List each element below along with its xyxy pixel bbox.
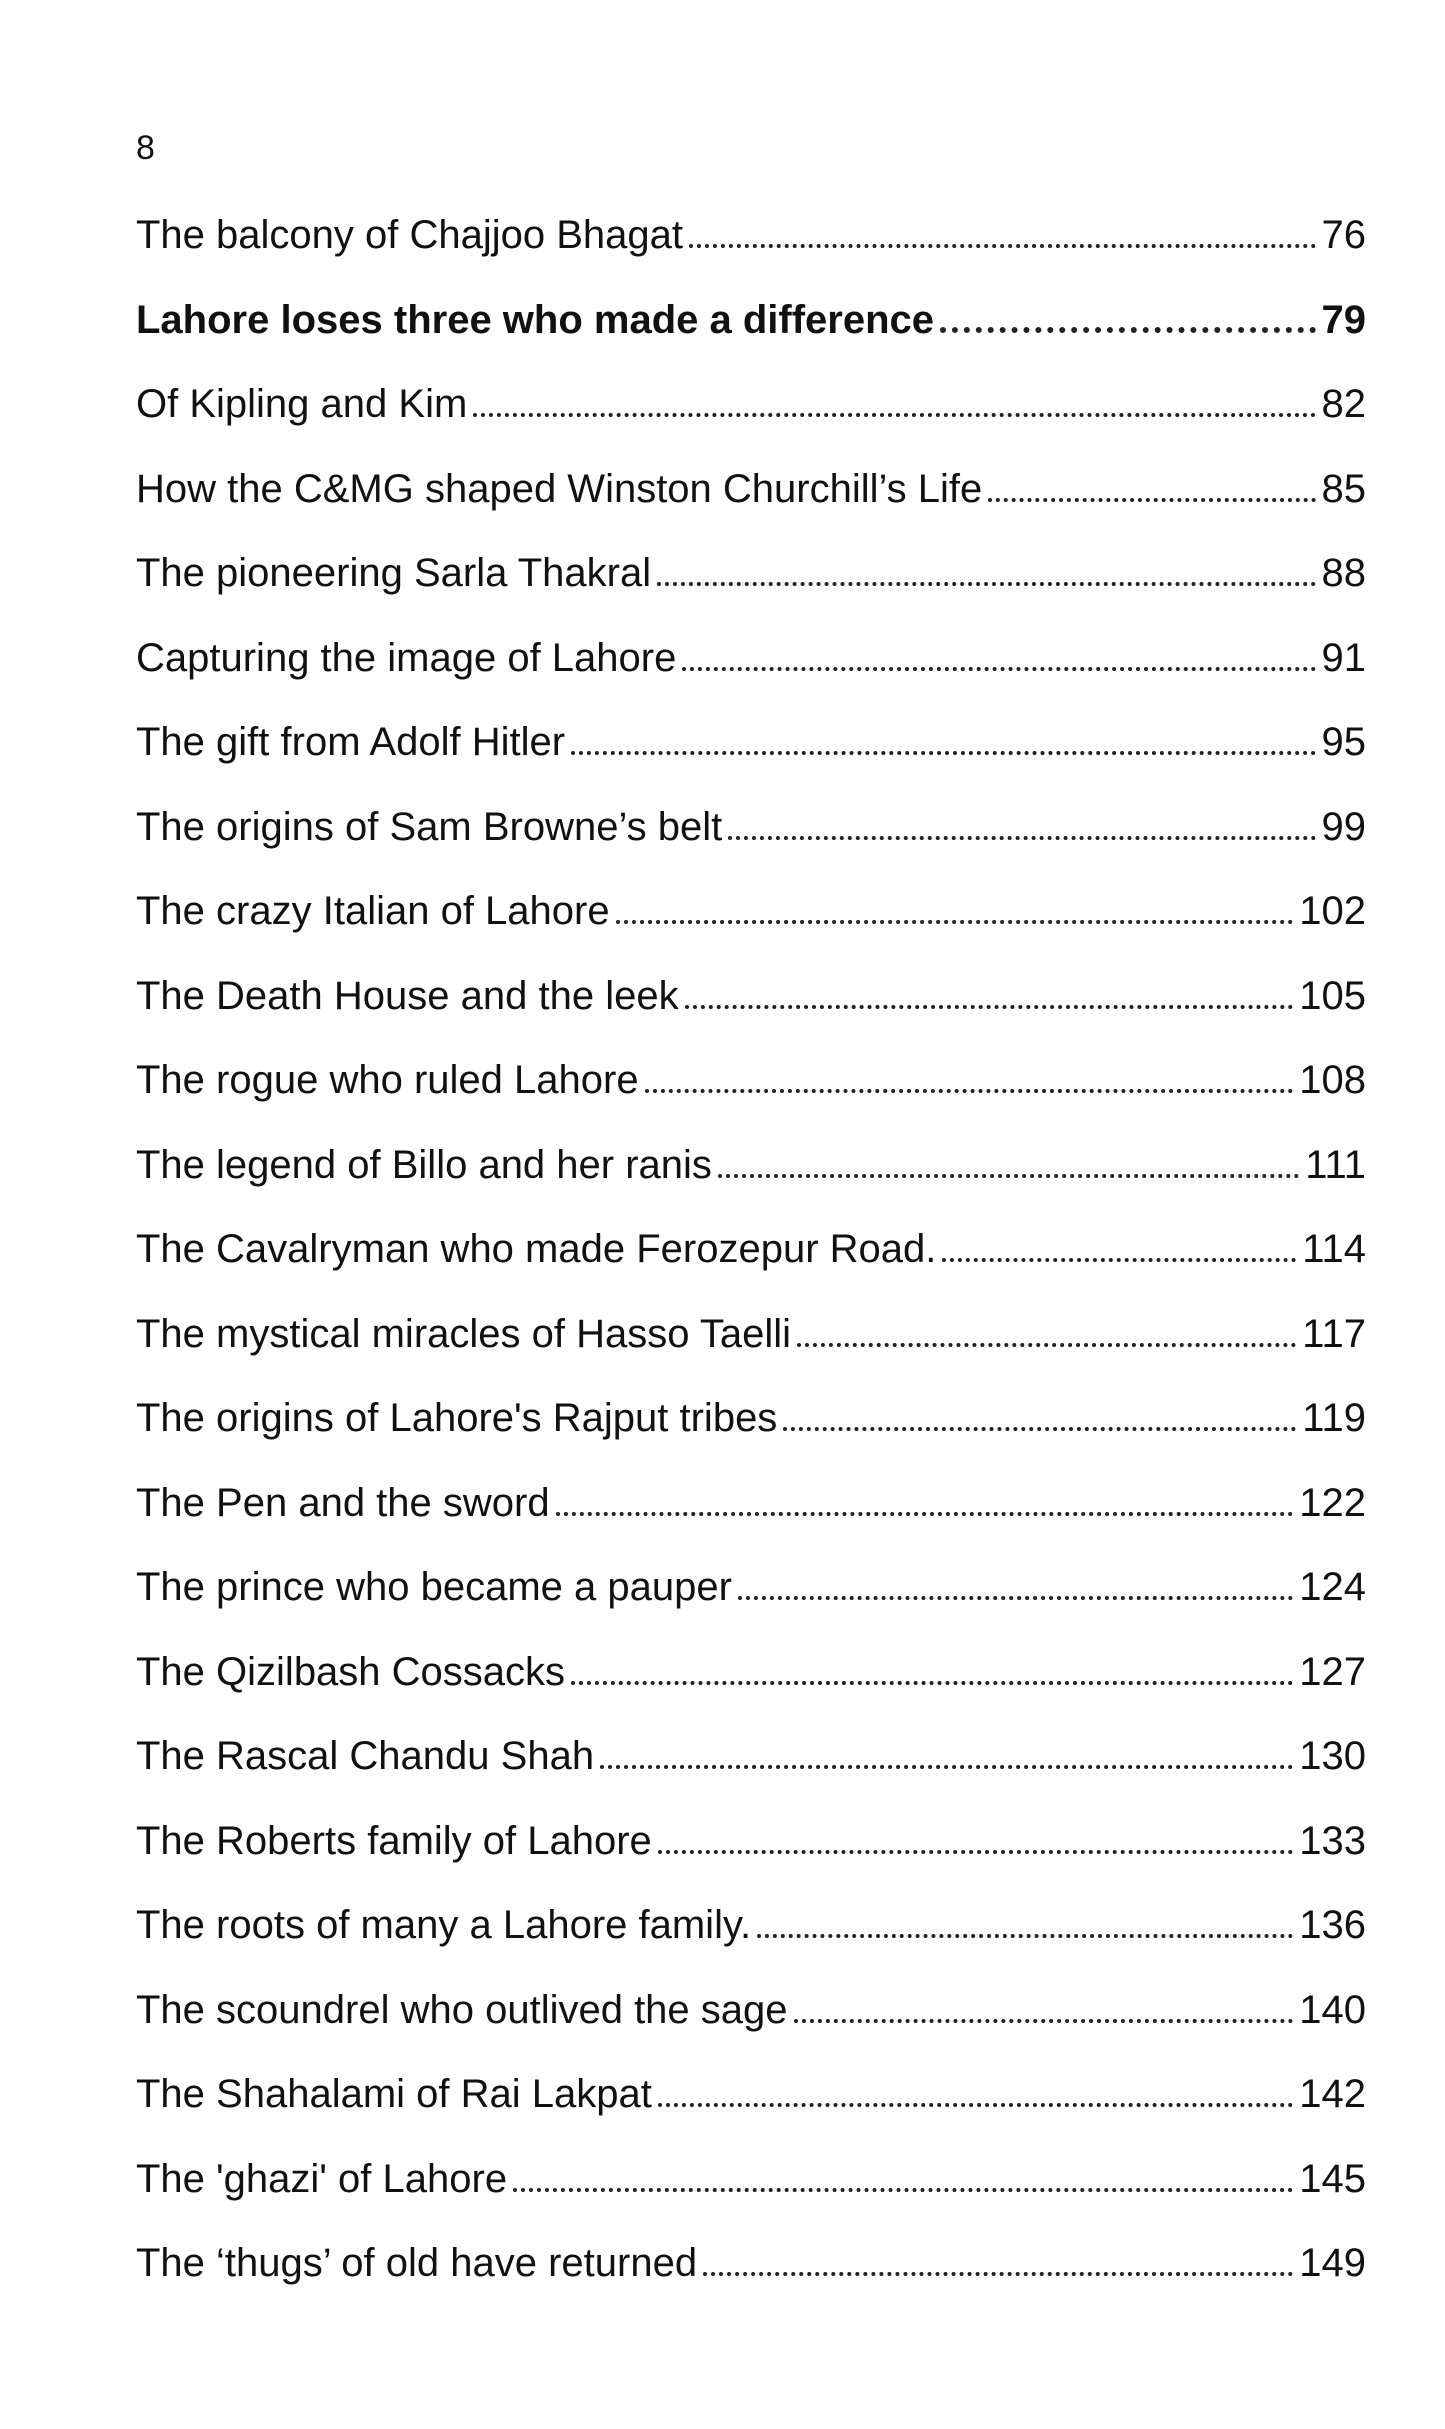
toc-entry-page: 76 bbox=[1321, 213, 1366, 257]
toc-entry bbox=[136, 1562, 1366, 1647]
toc-entry-title: The legend of Billo and her ranis bbox=[136, 1142, 712, 1187]
dot-leader bbox=[703, 2272, 1293, 2276]
toc-entry-page: 140 bbox=[1299, 1987, 1366, 2032]
toc-entry bbox=[136, 295, 1366, 380]
toc-entry bbox=[136, 2154, 1366, 2239]
toc-entry bbox=[136, 2069, 1366, 2154]
toc-entry bbox=[136, 1647, 1366, 1732]
toc-entry-title: The pioneering Sarla Thakral bbox=[136, 551, 652, 595]
toc-entry-page: 95 bbox=[1321, 720, 1366, 764]
toc-entry-page: 82 bbox=[1321, 382, 1366, 426]
toc-entry bbox=[136, 1985, 1366, 2070]
toc-entry-title: The Shahalami of Rai Lakpat bbox=[136, 2072, 652, 2116]
toc-entry-page: 102 bbox=[1299, 889, 1366, 933]
dot-leader bbox=[682, 667, 1315, 671]
dot-leader bbox=[513, 2188, 1293, 2192]
toc-entry-page: 91 bbox=[1321, 635, 1366, 680]
toc-entry-title: The Death House and the leek bbox=[136, 973, 679, 1018]
table-of-contents bbox=[136, 210, 1366, 2323]
dot-leader bbox=[757, 1934, 1293, 1938]
dot-leader bbox=[718, 1174, 1299, 1178]
dot-leader bbox=[783, 1427, 1296, 1431]
toc-entry-page: 130 bbox=[1299, 1734, 1366, 1778]
toc-entry-page: 79 bbox=[1321, 297, 1366, 342]
toc-entry bbox=[136, 1478, 1366, 1563]
dot-leader bbox=[600, 1765, 1293, 1769]
toc-entry-title: The Pen and the sword bbox=[136, 1480, 550, 1525]
toc-entry bbox=[136, 210, 1366, 295]
toc-entry-page: 136 bbox=[1299, 1903, 1366, 1947]
toc-entry bbox=[136, 1393, 1366, 1478]
toc-entry-page: 145 bbox=[1299, 2156, 1366, 2201]
toc-entry bbox=[136, 1900, 1366, 1985]
toc-entry bbox=[136, 1055, 1366, 1140]
toc-entry bbox=[136, 1224, 1366, 1309]
toc-entry-title: Of Kipling and Kim bbox=[136, 382, 468, 426]
toc-entry-title: The scoundrel who outlived the sage bbox=[136, 1987, 788, 2032]
dot-leader bbox=[556, 1512, 1294, 1516]
dot-leader bbox=[657, 582, 1315, 586]
dot-leader bbox=[473, 413, 1315, 417]
toc-entry-title: The balcony of Chajjoo Bhagat bbox=[136, 213, 684, 257]
dot-leader bbox=[571, 751, 1315, 755]
dot-leader bbox=[685, 1005, 1294, 1009]
toc-entry-title: The Rascal Chandu Shah bbox=[136, 1734, 595, 1778]
dot-leader bbox=[689, 244, 1315, 248]
dot-leader bbox=[942, 1258, 1296, 1262]
toc-entry-title: The mystical miracles of Hasso Taelli bbox=[136, 1311, 792, 1356]
toc-entry bbox=[136, 971, 1366, 1056]
dot-leader bbox=[988, 498, 1315, 502]
toc-entry-page: 114 bbox=[1302, 1227, 1366, 1271]
toc-entry-page: 127 bbox=[1299, 1649, 1366, 1694]
dot-leader bbox=[738, 1596, 1293, 1600]
toc-entry bbox=[136, 1309, 1366, 1394]
toc-entry bbox=[136, 802, 1366, 887]
toc-entry-page: 85 bbox=[1321, 466, 1366, 511]
dot-leader bbox=[794, 2019, 1294, 2023]
toc-entry-page: 111 bbox=[1305, 1142, 1366, 1187]
toc-entry-title: Capturing the image of Lahore bbox=[136, 635, 677, 680]
toc-entry bbox=[136, 464, 1366, 549]
toc-entry-title: The 'ghazi' of Lahore bbox=[136, 2156, 508, 2201]
toc-entry-title: The Qizilbash Cossacks bbox=[136, 1649, 566, 1694]
toc-entry-title: Lahore loses three who made a difference bbox=[136, 297, 935, 342]
toc-entry bbox=[136, 379, 1366, 464]
toc-entry bbox=[136, 2238, 1366, 2323]
toc-entry-page: 99 bbox=[1321, 804, 1366, 849]
page-number: 8 bbox=[136, 129, 155, 167]
toc-entry-title: The rogue who ruled Lahore bbox=[136, 1058, 639, 1102]
toc-entry-title: The prince who became a pauper bbox=[136, 1565, 732, 1609]
toc-entry-title: The crazy Italian of Lahore bbox=[136, 889, 610, 933]
toc-entry bbox=[136, 1140, 1366, 1225]
toc-entry bbox=[136, 886, 1366, 971]
toc-entry-title: The origins of Sam Browne’s belt bbox=[136, 804, 723, 849]
toc-entry-title: The roots of many a Lahore family. bbox=[136, 1903, 752, 1947]
dot-leader bbox=[616, 920, 1294, 924]
toc-entry-page: 117 bbox=[1302, 1311, 1366, 1356]
dot-leader bbox=[658, 2103, 1293, 2107]
toc-entry-page: 108 bbox=[1299, 1058, 1366, 1102]
toc-entry bbox=[136, 1731, 1366, 1816]
dot-leader bbox=[728, 836, 1315, 840]
toc-entry-title: The Cavalryman who made Ferozepur Road. bbox=[136, 1227, 937, 1271]
toc-entry bbox=[136, 633, 1366, 718]
toc-entry bbox=[136, 1816, 1366, 1901]
toc-entry-page: 105 bbox=[1299, 973, 1366, 1018]
toc-entry-title: How the C&MG shaped Winston Churchill’s Life bbox=[136, 466, 983, 511]
dot-leader bbox=[645, 1089, 1294, 1093]
dot-leader bbox=[940, 327, 1315, 333]
dot-leader bbox=[658, 1850, 1293, 1854]
toc-entry-title: The ‘thugs’ of old have returned bbox=[136, 2241, 698, 2285]
toc-entry-page: 119 bbox=[1302, 1396, 1366, 1440]
dot-leader bbox=[797, 1343, 1296, 1347]
toc-entry-page: 149 bbox=[1299, 2241, 1366, 2285]
toc-entry-page: 133 bbox=[1299, 1818, 1366, 1863]
toc-entry-title: The origins of Lahore's Rajput tribes bbox=[136, 1396, 778, 1440]
toc-entry-page: 88 bbox=[1321, 551, 1366, 595]
dot-leader bbox=[571, 1681, 1293, 1685]
toc-entry bbox=[136, 548, 1366, 633]
toc-entry-page: 122 bbox=[1299, 1480, 1366, 1525]
toc-entry bbox=[136, 717, 1366, 802]
toc-entry-page: 124 bbox=[1299, 1565, 1366, 1609]
toc-entry-page: 142 bbox=[1299, 2072, 1366, 2116]
toc-entry-title: The Roberts family of Lahore bbox=[136, 1818, 652, 1863]
toc-entry-title: The gift from Adolf Hitler bbox=[136, 720, 566, 764]
